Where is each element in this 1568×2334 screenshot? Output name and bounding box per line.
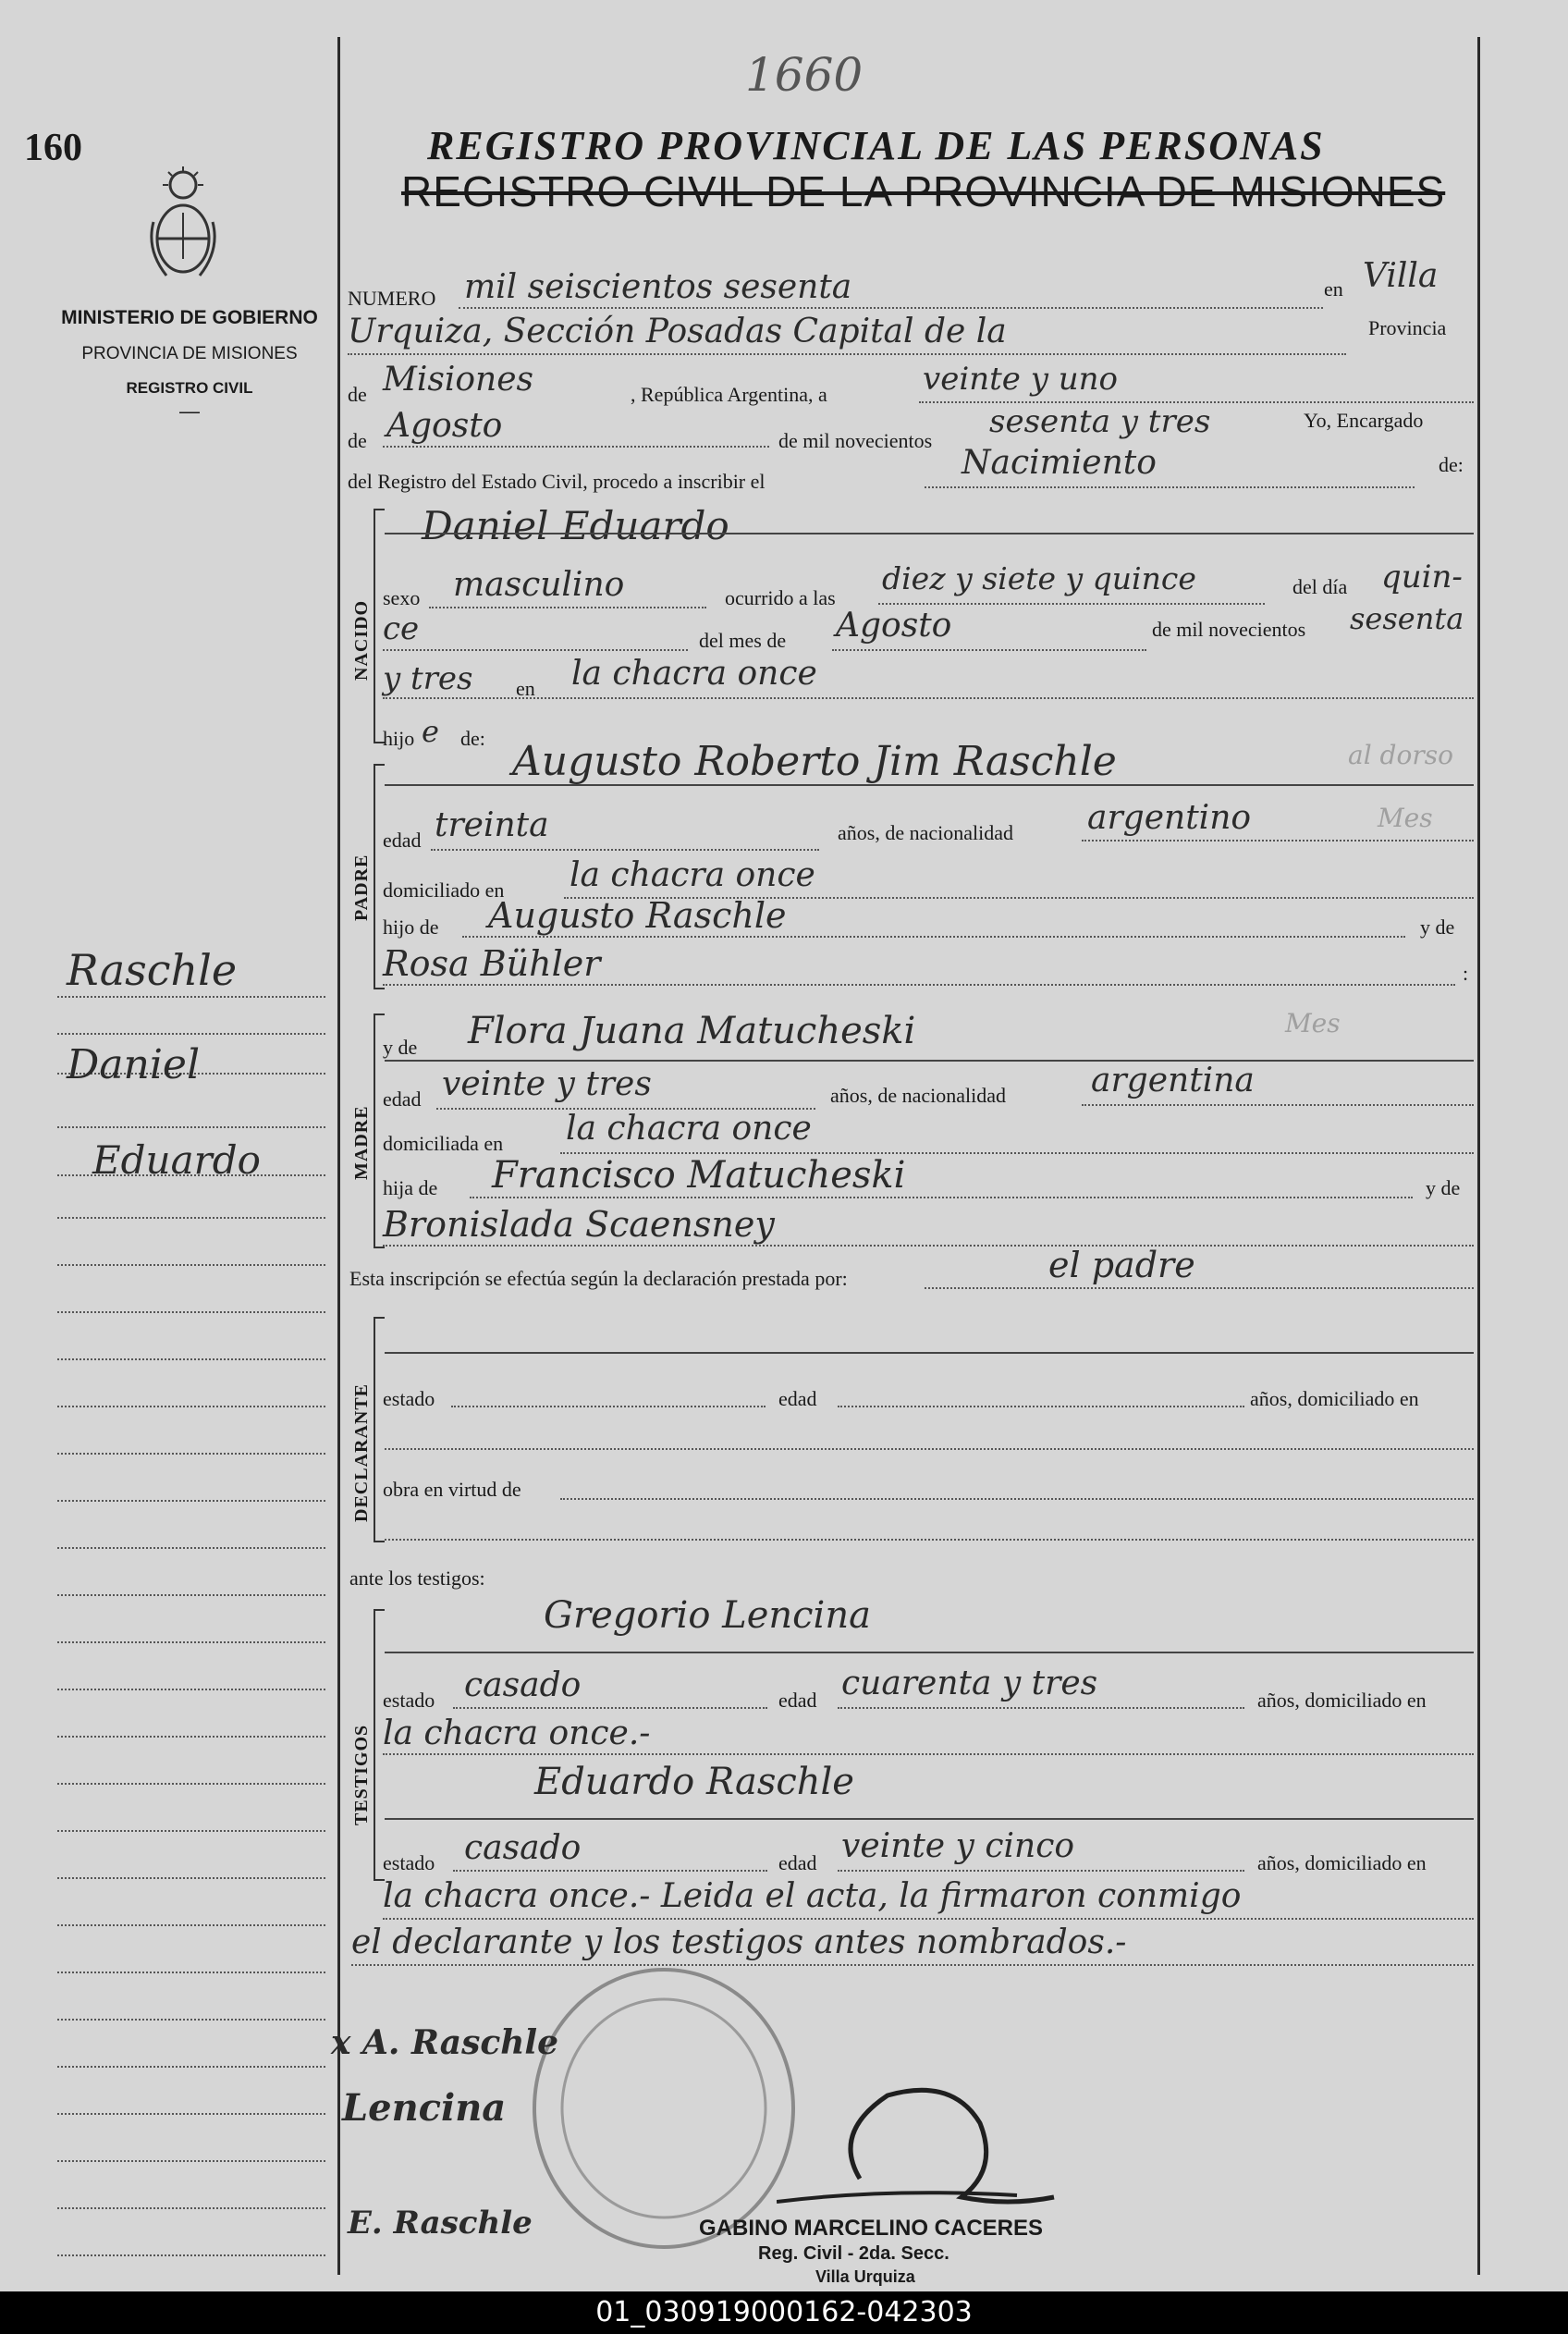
birth-year-a: sesenta (1350, 601, 1464, 636)
del-mes-label: del mes de (699, 629, 787, 652)
witness1-estado-value: casado (464, 1666, 582, 1704)
de-colon-label: de: (1439, 453, 1464, 476)
father-hijo-de-label: hijo de (383, 915, 439, 939)
sidebar-line (57, 1924, 325, 1926)
mother-hija-de-label: hija de (383, 1176, 438, 1199)
sidebar-line (57, 1406, 325, 1407)
month-value: Agosto (386, 407, 503, 445)
declarante-section-label: DECLARANTE (351, 1382, 372, 1522)
signature-witness2: E. Raschle (348, 2205, 533, 2242)
witness1-domicilio-value: la chacra once.- (383, 1714, 651, 1752)
registry-title: REGISTRO PROVINCIAL DE LAS PERSONAS (427, 123, 1325, 168)
sidebar-line (57, 2207, 325, 2209)
declarante-edad-line (838, 1406, 1244, 1407)
sidebar-line (57, 1641, 325, 1643)
sidebar-line (57, 1594, 325, 1596)
birth-place-line (383, 697, 1474, 699)
act-value: Nacimiento (962, 444, 1157, 482)
registro-label: del Registro del Estado Civil, procedo a inscribir el (348, 470, 766, 493)
father-nacionalidad-line (1082, 840, 1474, 841)
mother-father-value: Francisco Matucheski (492, 1154, 906, 1197)
provincia-label: Provincia (1368, 316, 1447, 339)
year-value: sesenta y tres (989, 403, 1211, 440)
mother-nacionalidad-line (1082, 1104, 1474, 1106)
signature-witness1: Lencina (342, 2086, 507, 2130)
declarante-edad-label: edad (778, 1387, 817, 1410)
sidebar-line (57, 1783, 325, 1785)
mother-annotation: Mes (1285, 1008, 1341, 1038)
ocurrido-label: ocurrido a las (725, 586, 836, 609)
declarante-anios-label: años, domiciliado en (1250, 1387, 1419, 1410)
closing-line (351, 1964, 1474, 1966)
yo-encargado-label: Yo, Encargado (1304, 409, 1424, 432)
mother-edad-label: edad (383, 1087, 422, 1111)
sidebar-line (57, 2113, 325, 2115)
ministry-name: MINISTERIO DE GOBIERNO (61, 307, 318, 328)
father-y-de-label: y de (1420, 915, 1455, 939)
sidebar-line (57, 996, 325, 998)
padre-section-label: PADRE (351, 854, 372, 921)
sidebar-line (57, 1311, 325, 1313)
father-nacionalidad-value: argentino (1087, 799, 1252, 837)
officer-signature (777, 2077, 1072, 2216)
province-value: Misiones (383, 361, 534, 399)
day-value: veinte y uno (923, 361, 1118, 398)
place-value-b: Urquiza, Sección Posadas Capital de la (348, 313, 1007, 350)
witness1-edad-line (838, 1707, 1244, 1709)
declarante-bracket (374, 1317, 385, 1542)
sidebar-line (57, 1830, 325, 1832)
father-edad-value: treinta (435, 806, 549, 844)
father-mother-line (383, 984, 1455, 986)
mother-name-line (385, 1060, 1474, 1062)
numero-label: NUMERO (348, 287, 436, 310)
father-nacionalidad-label: años, de nacionalidad (838, 821, 1013, 844)
sidebar-dash: — (179, 399, 200, 423)
declarante-extra-line (385, 1539, 1474, 1541)
witness1-edad-label: edad (778, 1689, 817, 1712)
declaracion-value: el padre (1048, 1245, 1195, 1285)
sidebar-line (57, 1500, 325, 1502)
place-line (348, 353, 1346, 355)
struck-registry-title: REGISTRO CIVIL DE LA PROVINCIA DE MISIONES (401, 167, 1446, 215)
witness2-domicilio-line (383, 1918, 1474, 1920)
birth-year-b: y tres (383, 660, 473, 697)
right-edge-rule (1477, 37, 1480, 2275)
signature-declarant: x A. Raschle (331, 2023, 559, 2062)
witness1-estado-line (453, 1707, 767, 1709)
witness2-estado-value: casado (464, 1829, 582, 1867)
mother-name: Flora Juana Matucheski (468, 1010, 916, 1052)
sidebar-line (57, 1126, 325, 1128)
nacido-name: Daniel Eduardo (422, 503, 729, 548)
declarante-estado-label: estado (383, 1387, 435, 1410)
mother-edad-value: veinte y tres (442, 1065, 652, 1103)
hour-value: diez y siete y quince (882, 560, 1196, 596)
sidebar-line (57, 1689, 325, 1690)
declarante-obra-label: obra en virtud de (383, 1478, 521, 1501)
declarante-estado-line (451, 1406, 766, 1407)
mother-father-line (470, 1197, 1413, 1198)
mother-domicilio-value: la chacra once (566, 1110, 812, 1148)
de-label-2: de (348, 429, 367, 452)
sidebar-line (57, 1453, 325, 1455)
witness2-edad-label: edad (778, 1851, 817, 1874)
nacido-name-line (385, 533, 1474, 534)
officer-name: GABINO MARCELINO CACERES (699, 2216, 1044, 2241)
declarante-obra-line (560, 1498, 1474, 1500)
witness2-estado-line (453, 1870, 767, 1872)
mother-mother-value: Bronislada Scaensney (383, 1204, 775, 1245)
birth-place-value: la chacra once (571, 655, 817, 693)
father-father-line (462, 936, 1405, 938)
witness1-estado-label: estado (383, 1689, 435, 1712)
day-value-b: ce (383, 610, 420, 647)
sidebar-line (57, 1547, 325, 1549)
officer-place: Villa Urquiza (815, 2267, 915, 2286)
registry-seal-stamp (525, 1960, 802, 2256)
officer-title: Reg. Civil - 2da. Secc. (758, 2243, 949, 2264)
father-edad-line (431, 849, 819, 851)
witness1-edad-value: cuarenta y tres (841, 1665, 1098, 1702)
closing-text: el declarante y los testigos antes nombrados.- (351, 1923, 1127, 1961)
mother-y-de-label: y de (1426, 1176, 1461, 1199)
act-line (925, 486, 1415, 488)
sidebar-line (57, 2254, 325, 2256)
sidebar-line (57, 1217, 325, 1219)
sidebar-line (57, 1358, 325, 1360)
hijo-de-label: de: (460, 727, 485, 750)
witness1-name-line (385, 1652, 1474, 1653)
scan-identifier: 01_030919000162-042303 (0, 2291, 1568, 2334)
republica-label: , República Argentina, a (631, 383, 827, 406)
sidebar-line (57, 1972, 325, 1973)
witness2-edad-line (838, 1870, 1244, 1872)
witness2-name-line (385, 1818, 1474, 1820)
mother-nacionalidad-label: años, de nacionalidad (830, 1084, 1006, 1107)
witness1-domicilio-line (383, 1753, 1474, 1755)
father-colon: : (1463, 962, 1469, 985)
en-label-2: en (516, 677, 535, 700)
witness2-estado-label: estado (383, 1851, 435, 1874)
hour-line (878, 603, 1265, 605)
page-number: 160 (24, 127, 82, 169)
father-annotation-a: al dorso (1348, 740, 1453, 770)
place-value-a: Villa (1363, 257, 1439, 295)
sidebar-line (57, 1877, 325, 1879)
hijo-label: hijo (383, 727, 415, 750)
witness2-edad-value: veinte y cinco (841, 1827, 1075, 1865)
year-label: de mil novecientos (778, 429, 933, 452)
province-name: PROVINCIA DE MISIONES (81, 344, 298, 363)
father-domicilio-value: la chacra once (570, 856, 815, 894)
sexo-label: sexo (383, 586, 421, 609)
margin-surname: Raschle (67, 945, 238, 995)
sidebar-line (57, 2019, 325, 2021)
sidebar-line (57, 2066, 325, 2068)
hijo-suffix: e (422, 714, 439, 749)
mother-nacionalidad-value: argentina (1091, 1062, 1255, 1099)
father-name: Augusto Roberto Jim Raschle (512, 738, 1117, 785)
witness2-name: Eduardo Raschle (534, 1761, 854, 1803)
margin-rule (337, 37, 340, 2275)
witness1-name: Gregorio Lencina (544, 1594, 871, 1637)
declaracion-label: Esta inscripción se efectúa según la declaración prestada por: (349, 1267, 848, 1290)
sidebar-line (57, 1736, 325, 1738)
sidebar-line (57, 1264, 325, 1266)
margin-first-name: Daniel (67, 1041, 201, 1088)
numero-line (459, 307, 1323, 309)
office-name: REGISTRO CIVIL (126, 379, 253, 397)
sidebar-line (57, 1033, 325, 1035)
de-label: de (348, 383, 367, 406)
father-edad-label: edad (383, 829, 422, 852)
witness2-domicilio-value: la chacra once.- Leida el acta, la firmaron conmigo (383, 1877, 1242, 1915)
sexo-value: masculino (453, 566, 625, 604)
numero-value: mil seiscientos sesenta (464, 268, 852, 306)
month-line (383, 446, 769, 448)
declarante-dom-line (385, 1448, 1474, 1450)
father-father-value: Augusto Raschle (488, 895, 787, 936)
madre-y-de-label: y de (383, 1036, 418, 1059)
witness1-anios-label: años, domiciliado en (1257, 1689, 1427, 1712)
birth-year-label: de mil novecientos (1152, 618, 1306, 641)
ante-testigos-label: ante los testigos: (349, 1566, 485, 1590)
day-b-line (383, 649, 688, 651)
declarante-name-line (385, 1352, 1474, 1354)
birth-month-value: Agosto (836, 607, 952, 645)
madre-section-label: MADRE (351, 1105, 372, 1180)
witness2-anios-label: años, domiciliado en (1257, 1851, 1427, 1874)
margin-second-name: Eduardo (92, 1137, 261, 1183)
nacido-section-label: NACIDO (351, 599, 372, 681)
declaracion-line (925, 1287, 1474, 1289)
father-domicilio-label: domiciliado en (383, 878, 505, 902)
father-annotation-b: Mes (1378, 803, 1433, 833)
mother-domicilio-label: domiciliada en (383, 1132, 504, 1155)
record-number-handwritten: 1660 (745, 48, 864, 102)
father-name-line (385, 784, 1474, 786)
sexo-line (429, 607, 706, 608)
mother-mother-line (383, 1245, 1474, 1247)
testigos-section-label: TESTIGOS (351, 1724, 372, 1825)
sidebar-line (57, 2160, 325, 2162)
en-label: en (1324, 277, 1343, 301)
birth-month-line (832, 649, 1146, 651)
day-value-a: quin- (1381, 559, 1463, 596)
father-mother-value: Rosa Bühler (383, 943, 601, 984)
del-dia-label: del día (1292, 575, 1348, 598)
national-coat-of-arms (146, 166, 220, 287)
